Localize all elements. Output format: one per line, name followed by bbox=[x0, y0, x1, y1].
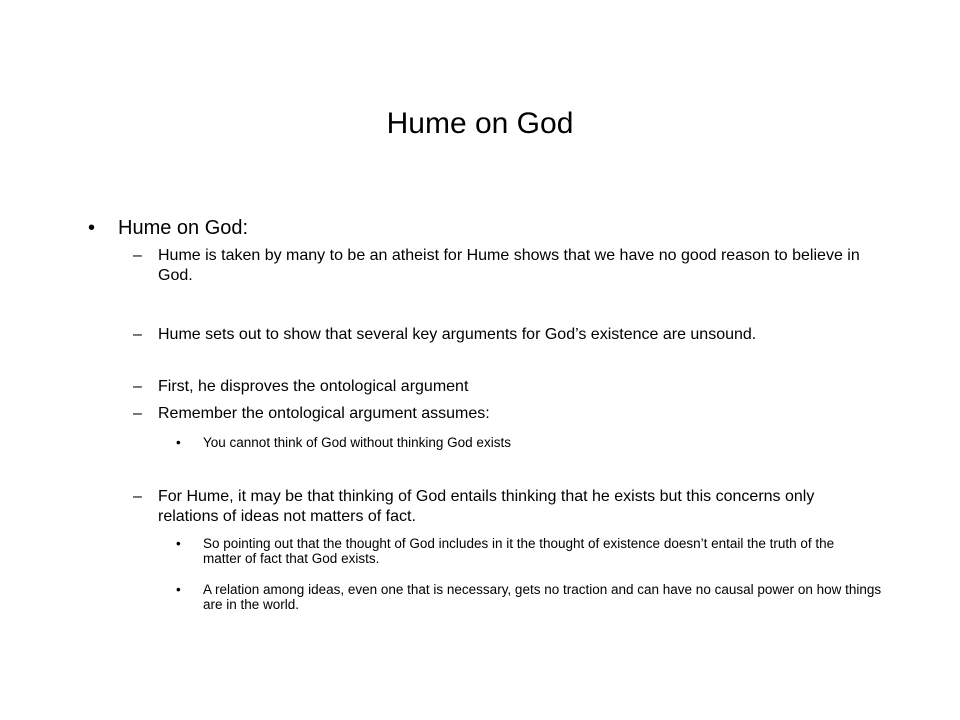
sub-point-text: For Hume, it may be that thinking of God entails thinking that he exists but this concerns only relations of ideas not matters of fact. bbox=[158, 488, 815, 525]
sub-sub-point-3 bbox=[176, 582, 886, 612]
dash-marker: – bbox=[133, 488, 142, 505]
sub-point-3 bbox=[133, 377, 868, 397]
sub-point-4 bbox=[133, 404, 868, 424]
slide-title: Hume on God bbox=[386, 107, 574, 140]
sub-sub-point-text: So pointing out that the thought of God includes in it the thought of existence doesn’t entail the truth of the matter of fact that God exists. bbox=[203, 536, 835, 566]
bullet-marker: • bbox=[176, 536, 181, 551]
sub-point-5 bbox=[133, 487, 868, 527]
sub-point-text: Hume sets out to show that several key arguments for God’s existence are unsound. bbox=[158, 326, 757, 343]
dash-marker: – bbox=[133, 378, 142, 395]
bullet-heading-text: Hume on God: bbox=[118, 217, 249, 239]
sub-point-text: Hume is taken by many to be an atheist for Hume shows that we have no good reason to believe in God. bbox=[158, 247, 860, 284]
dash-marker: – bbox=[133, 247, 142, 264]
bullet-marker: • bbox=[176, 435, 181, 450]
sub-point-2 bbox=[133, 325, 868, 345]
sub-sub-point-text: A relation among ideas, even one that is necessary, gets no traction and can have no causal power on how things are in the world. bbox=[203, 582, 882, 612]
sub-sub-point-1 bbox=[176, 435, 876, 450]
sub-sub-point-text: You cannot think of God without thinking God exists bbox=[203, 435, 511, 450]
sub-point-text: Remember the ontological argument assumes: bbox=[158, 405, 490, 422]
bullet-marker: • bbox=[176, 582, 181, 597]
bullet-heading bbox=[88, 216, 878, 240]
sub-sub-point-2 bbox=[176, 536, 876, 566]
dash-marker: – bbox=[133, 326, 142, 343]
dash-marker: – bbox=[133, 405, 142, 422]
bullet-marker: • bbox=[88, 217, 96, 239]
sub-point-text: First, he disproves the ontological argument bbox=[158, 378, 469, 395]
sub-point-1 bbox=[133, 246, 868, 286]
